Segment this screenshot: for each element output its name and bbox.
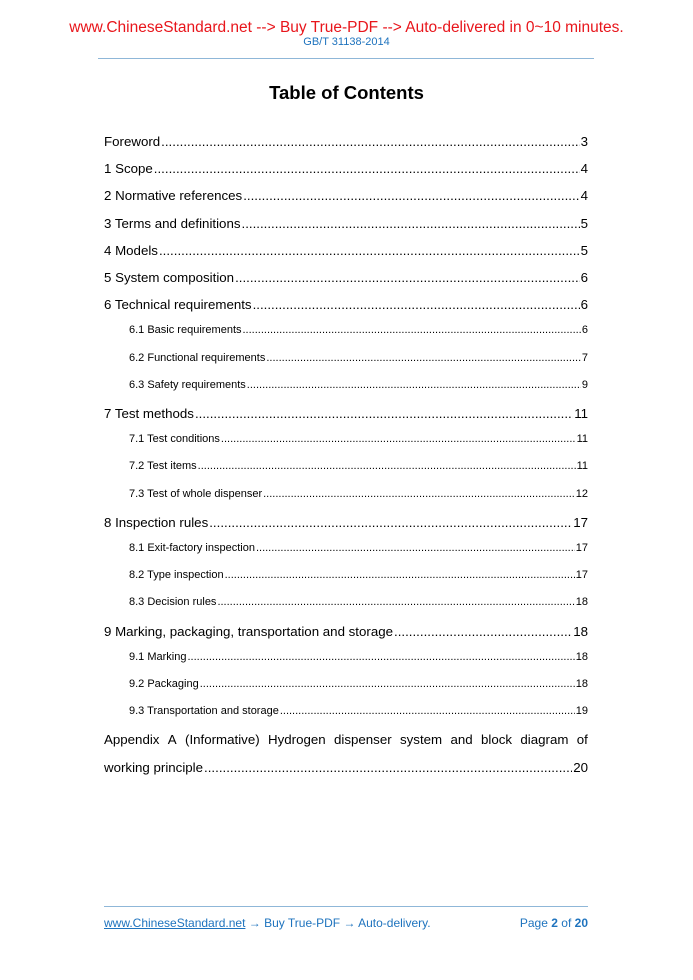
appendix-word: A (167, 732, 177, 748)
toc-leader-dots (217, 596, 574, 609)
toc-subentry[interactable] (104, 352, 588, 365)
of-word: of (561, 916, 572, 930)
appendix-word: and (450, 732, 473, 748)
toc-leader-dots (256, 542, 575, 555)
top-banner[interactable]: www.ChineseStandard.net --> Buy True-PDF --> Auto-delivered in 0~10 minutes. (69, 19, 624, 36)
toc-leader-dots (394, 624, 572, 640)
toc-entry-label: 2 Normative references (104, 188, 243, 204)
toc-entry[interactable] (104, 134, 588, 150)
toc-leader-dots (242, 216, 580, 232)
toc-page-number: 17 (575, 542, 588, 554)
toc-entry-label: 7 Test methods (104, 406, 194, 421)
toc-entry-label: 7.3 Test of whole dispenser (129, 487, 263, 500)
toc-entry-label: 9 Marking, packaging, transportation and storage (104, 623, 394, 639)
footer (104, 916, 588, 930)
page-title: Table of Contents (269, 82, 424, 103)
toc-page-number: 17 (575, 569, 588, 582)
toc-entry[interactable] (104, 406, 588, 422)
toc-entry[interactable] (104, 270, 588, 286)
toc-entry[interactable] (104, 297, 588, 313)
toc-entry-label: 7.2 Test items (129, 460, 197, 473)
appendix-word: (Informative) (185, 732, 260, 748)
toc-leader-dots (243, 324, 581, 337)
toc-leader-dots (280, 705, 575, 718)
toc-subentry[interactable] (104, 488, 588, 501)
appendix-word: Appendix (104, 732, 160, 748)
toc-leader-dots (159, 243, 580, 259)
toc-leader-dots (154, 161, 580, 177)
toc-entry-label: 1 Scope (104, 161, 153, 177)
toc-page-number: 3 (580, 134, 588, 149)
toc-page-number: 6 (580, 297, 588, 313)
toc-subentry[interactable] (104, 596, 588, 609)
toc-leader-dots (266, 352, 581, 365)
appendix-word: block (481, 732, 513, 748)
toc-leader-dots (235, 270, 580, 286)
toc-page-number: 9 (581, 378, 588, 391)
toc-subentry[interactable] (104, 651, 588, 664)
total-pages-number: 20 (574, 916, 588, 930)
page-indicator (520, 916, 588, 930)
toc-entry[interactable] (104, 161, 588, 177)
toc-leader-dots (243, 188, 579, 204)
toc-entry-label: 7.1 Test conditions (129, 433, 220, 446)
toc-leader-dots (263, 488, 575, 501)
toc-entry-label: 6 Technical requirements (104, 297, 252, 313)
footer-divider (104, 906, 588, 907)
toc-page-number: 20 (573, 759, 588, 775)
toc-page-number: 11 (576, 460, 588, 473)
appendix-word: system (400, 732, 443, 748)
toc-leader-dots (221, 433, 576, 446)
toc-leader-dots (247, 379, 581, 392)
toc-page-number: 18 (575, 596, 588, 609)
toc-leader-dots (204, 760, 572, 776)
toc-page-number: 19 (575, 705, 588, 718)
toc-appendix-entry-line1[interactable] (104, 732, 588, 748)
toc-page-number: 6 (581, 324, 588, 337)
toc-page-number: 18 (575, 678, 588, 690)
toc-subentry[interactable] (104, 433, 588, 446)
toc-page-number: 7 (581, 351, 588, 364)
document-code: GB/T 31138-2014 (303, 36, 390, 48)
toc-page-number: 17 (573, 514, 588, 530)
toc-leader-dots (187, 651, 574, 664)
toc-entry[interactable] (104, 515, 588, 531)
toc-subentry[interactable] (104, 460, 588, 473)
toc-entry-label: 5 System composition (104, 270, 235, 285)
toc-entry-label: 6.3 Safety requirements (129, 378, 246, 391)
toc-entry[interactable] (104, 243, 588, 259)
toc-subentry[interactable] (104, 569, 588, 582)
appendix-word: dispenser (334, 732, 392, 748)
toc-subentry[interactable] (104, 678, 588, 691)
toc-entry-label: 8 Inspection rules (104, 514, 209, 530)
toc-page-number: 18 (575, 650, 588, 663)
toc-entry[interactable] (104, 624, 588, 640)
appendix-word: Hydrogen (268, 732, 326, 748)
page-word: Page (519, 916, 548, 930)
toc-leader-dots (209, 515, 572, 531)
toc-entry-label: 8.3 Decision rules (129, 596, 217, 609)
toc-page-number: 12 (575, 487, 588, 500)
toc-leader-dots (198, 460, 576, 473)
toc-subentry[interactable] (104, 379, 588, 392)
toc-subentry[interactable] (104, 542, 588, 555)
toc-entry-label: 6.2 Functional requirements (129, 351, 266, 364)
toc-page-number: 11 (574, 406, 588, 421)
toc-leader-dots (195, 406, 573, 422)
toc-entry[interactable] (104, 216, 588, 232)
toc-page-number: 5 (580, 215, 588, 231)
toc-entry-label: 8.1 Exit-factory inspection (129, 542, 255, 554)
toc-entry-label: working principle (104, 759, 204, 775)
toc-entry-label: 9.2 Packaging (129, 678, 199, 690)
toc-page-number: 4 (580, 161, 588, 177)
toc-entry-label: 9.1 Marking (129, 650, 187, 663)
header-divider (98, 58, 594, 59)
toc-entry-label: 4 Models (104, 242, 158, 258)
toc-leader-dots (161, 134, 579, 150)
toc-page-number: 5 (580, 242, 588, 258)
toc-entry[interactable] (104, 188, 588, 204)
toc-entry-label: 9.3 Transportation and storage (129, 705, 279, 718)
toc-subentry[interactable] (104, 324, 588, 337)
toc-entry-label: Foreword (104, 134, 161, 149)
toc-page-number: 4 (580, 188, 588, 204)
appendix-word: diagram (520, 732, 569, 748)
toc-appendix-entry-line2[interactable] (104, 760, 588, 776)
footer-tagline: → Buy True-PDF → Auto-delivery. (245, 916, 431, 930)
toc-page-number: 11 (576, 433, 588, 446)
toc-leader-dots (253, 297, 580, 313)
toc-entry-label: 6.1 Basic requirements (129, 324, 242, 337)
toc-leader-dots (225, 569, 575, 582)
toc-entry-label: 8.2 Type inspection (129, 569, 224, 582)
toc-subentry[interactable] (104, 705, 588, 718)
toc-leader-dots (200, 678, 575, 691)
current-page-number: 2 (551, 916, 558, 930)
toc-page-number: 18 (573, 623, 588, 639)
appendix-word: of (576, 732, 588, 748)
footer-site-link[interactable]: www.ChineseStandard.net (104, 916, 246, 930)
toc-entry-label: 3 Terms and definitions (104, 215, 241, 231)
toc-page-number: 6 (580, 270, 588, 285)
